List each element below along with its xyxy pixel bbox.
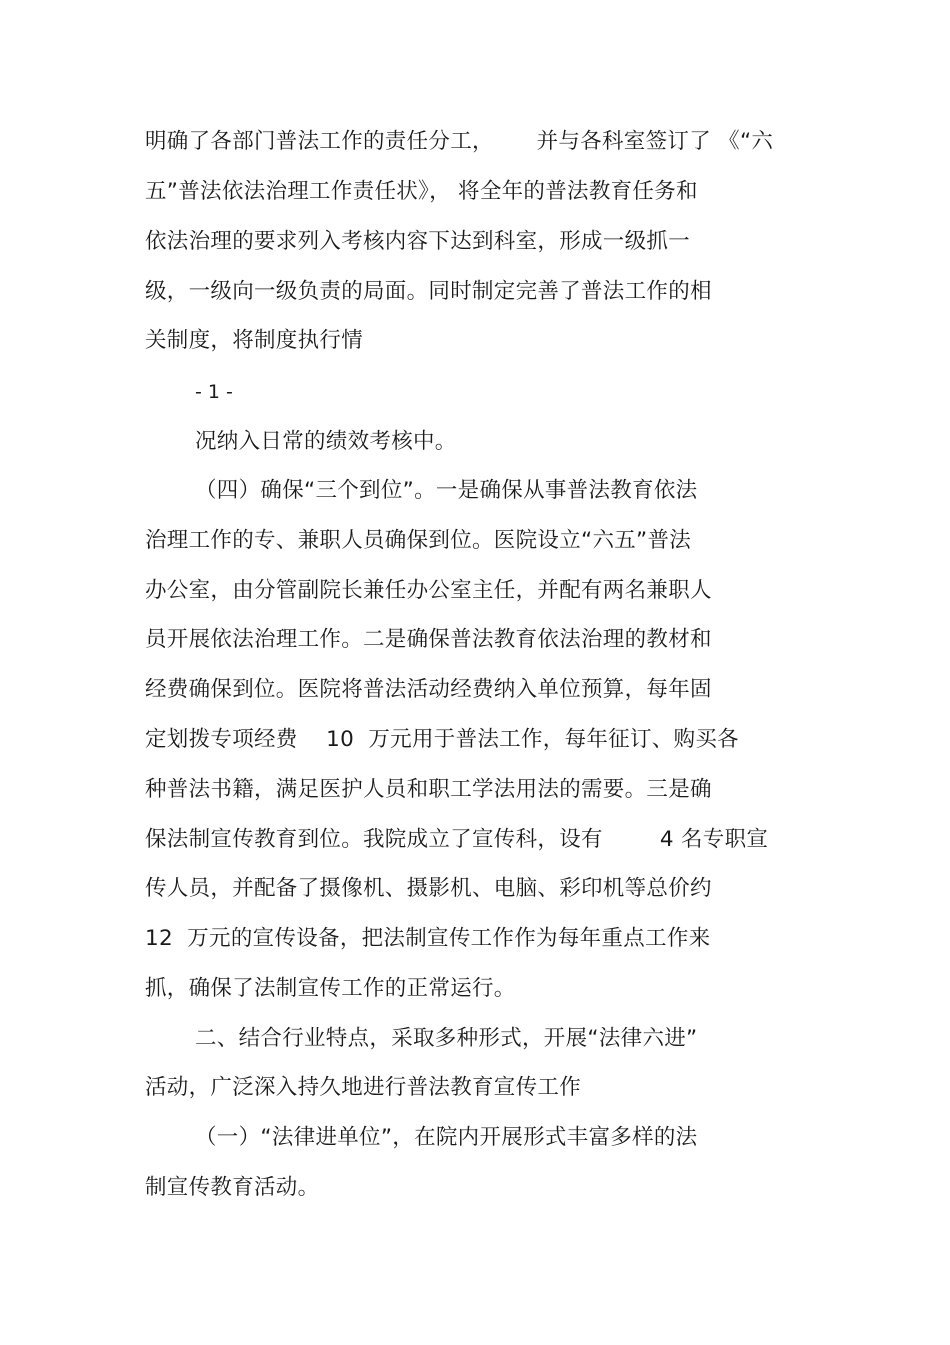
paragraph-line: 五”普法依法治理工作责任状》， 将全年的普法教育任务和 xyxy=(145,179,698,204)
paragraph-line: （四）确保“三个到位”。一是确保从事普法教育依法 xyxy=(195,478,698,503)
page-number: - 1 - xyxy=(195,381,233,403)
paragraph-line: 定划拨专项经费 10 万元用于普法工作，每年征订、购买各 xyxy=(145,727,739,752)
paragraph-line: 员开展依法治理工作。二是确保普法教育依法治理的教材和 xyxy=(145,627,712,652)
paragraph-line: 12 万元的宣传设备，把法制宣传工作作为每年重点工作来 xyxy=(145,926,711,951)
paragraph-line: 治理工作的专、兼职人员确保到位。医院设立“六五”普法 xyxy=(145,528,692,553)
paragraph-line: 级，一级向一级负责的局面。同时制定完善了普法工作的相 xyxy=(145,279,712,304)
paragraph-line: 依法治理的要求列入考核内容下达到科室，形成一级抓一 xyxy=(145,229,691,254)
paragraph-line: 保法制宣传教育到位。我院成立了宣传科，设有 4 名专职宣 xyxy=(145,827,769,852)
paragraph-line: 抓，确保了法制宣传工作的正常运行。 xyxy=(145,976,516,1001)
paragraph-line: 况纳入日常的绩效考核中。 xyxy=(195,429,457,454)
paragraph-line: 种普法书籍，满足医护人员和职工学法用法的需要。三是确 xyxy=(145,777,712,802)
section-heading: 活动，广泛深入持久地进行普法教育宣传工作 xyxy=(145,1075,582,1100)
paragraph-line: 办公室，由分管副院长兼任办公室主任，并配有两名兼职人 xyxy=(145,578,712,603)
paragraph-line: 传人员，并配备了摄像机、摄影机、电脑、彩印机等总价约 xyxy=(145,876,712,901)
paragraph-line: 制宣传教育活动。 xyxy=(145,1175,320,1200)
paragraph-line: 明确了各部门普法工作的责任分工， 并与各科室签订了 《“六 xyxy=(145,129,774,154)
paragraph-line: （一）“法律进单位”，在院内开展形式丰富多样的法 xyxy=(195,1125,698,1150)
section-heading: 二、结合行业特点，采取多种形式，开展“法律六进” xyxy=(195,1026,698,1051)
paragraph-line: 经费确保到位。医院将普法活动经费纳入单位预算，每年固 xyxy=(145,677,712,702)
paragraph-line: 关制度，将制度执行情 xyxy=(145,328,364,353)
